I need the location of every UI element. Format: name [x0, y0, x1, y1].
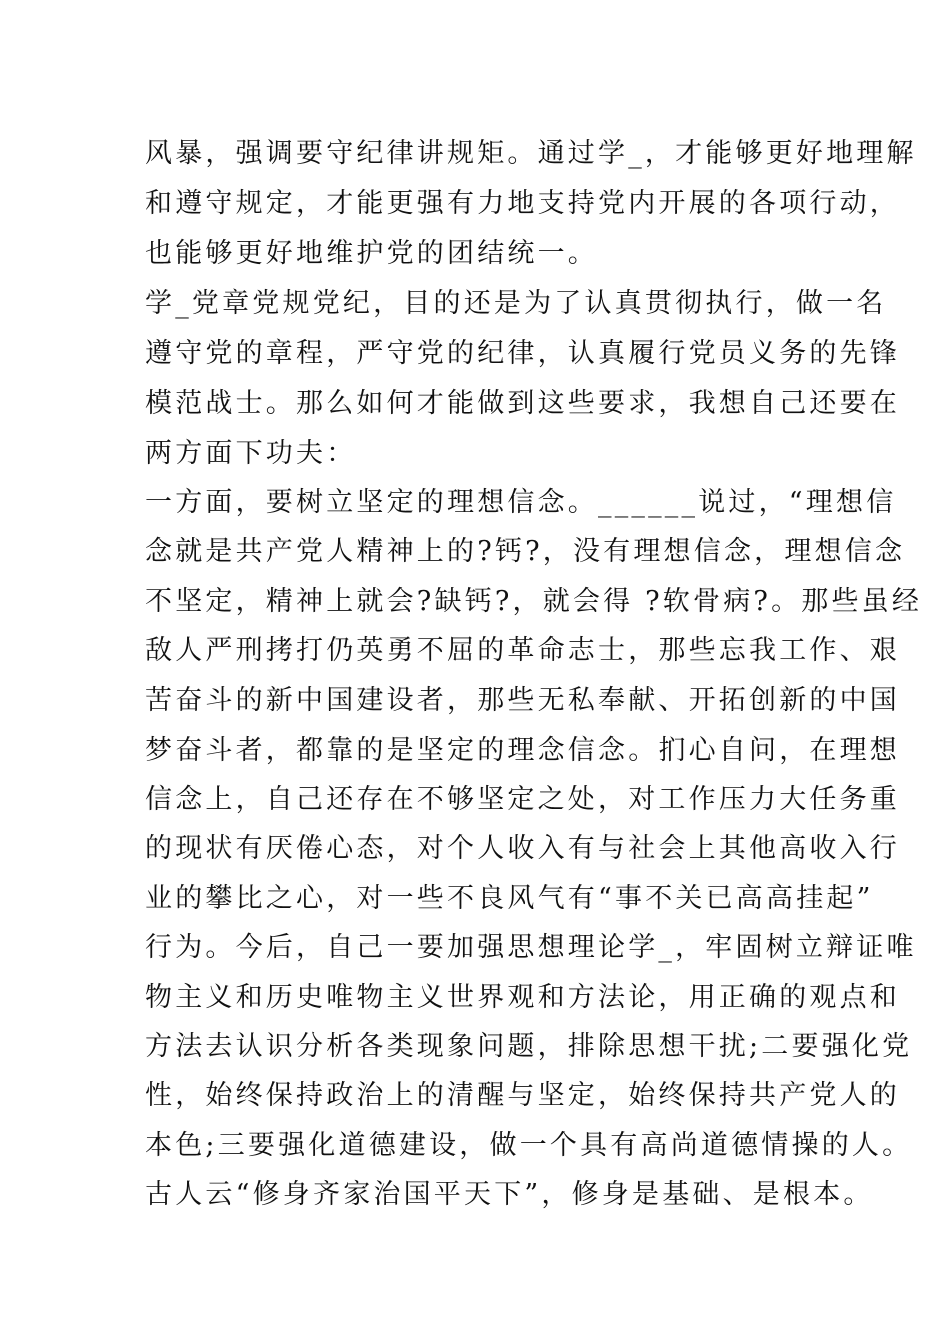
text-line: 和遵守规定，才能更强有力地支持党内开展的各项行动， [145, 188, 900, 219]
text-line: 不坚定，精神上就会?缺钙?，就会得 ?软骨病?。那些虽经 [145, 586, 923, 617]
text-line: 模范战士。那么如何才能做到这些要求，我想自己还要在 [145, 388, 900, 419]
text-line: 行为。今后，自己一要加强思想理论学_，牢固树立辩证唯 [145, 932, 917, 963]
text-line: 方法去认识分析各类现象问题，排除思想干扰;二要强化党 [145, 1031, 913, 1062]
text-line: 物主义和历史唯物主义世界观和方法论，用正确的观点和 [145, 982, 900, 1013]
text-line: 念就是共产党人精神上的?钙?，没有理想信念，理想信念 [145, 536, 906, 567]
text-line: 本色;三要强化道德建设，做一个具有高尚道德情操的人。 [145, 1130, 913, 1161]
text-line: 学_党章党规党纪，目的还是为了认真贯彻执行，做一名 [145, 288, 887, 319]
text-line: 敌人严刑拷打仍英勇不屈的革命志士，那些忘我工作、艰 [145, 635, 900, 666]
text-line: 性，始终保持政治上的清醒与坚定，始终保持共产党人的 [145, 1080, 900, 1111]
text-line: 苦奋斗的新中国建设者，那些无私奉献、开拓创新的中国 [145, 685, 900, 716]
text-line: 也能够更好地维护党的团结统一。 [145, 238, 598, 269]
text-line: 梦奋斗者，都靠的是坚定的理念信念。扪心自问，在理想 [145, 735, 900, 766]
text-line: 古人云“修身齐家治国平天下”，修身是基础、是根本。 [145, 1179, 874, 1210]
text-line: 信念上，自己还存在不够坚定之处，对工作压力大任务重 [145, 784, 900, 815]
text-line: 业的攀比之心，对一些不良风气有“事不关已高高挂起” [145, 883, 874, 914]
text-line: 遵守党的章程，严守党的纪律，认真履行党员义务的先锋 [145, 338, 900, 369]
text-line: 一方面，要树立坚定的理想信念。______说过，“理想信 [145, 487, 897, 518]
text-line: 两方面下功夫： [145, 438, 357, 469]
text-line: 风暴，强调要守纪律讲规矩。通过学_，才能够更好地理解 [145, 138, 917, 169]
text-line: 的现状有厌倦心态，对个人收入有与社会上其他高收入行 [145, 833, 900, 864]
